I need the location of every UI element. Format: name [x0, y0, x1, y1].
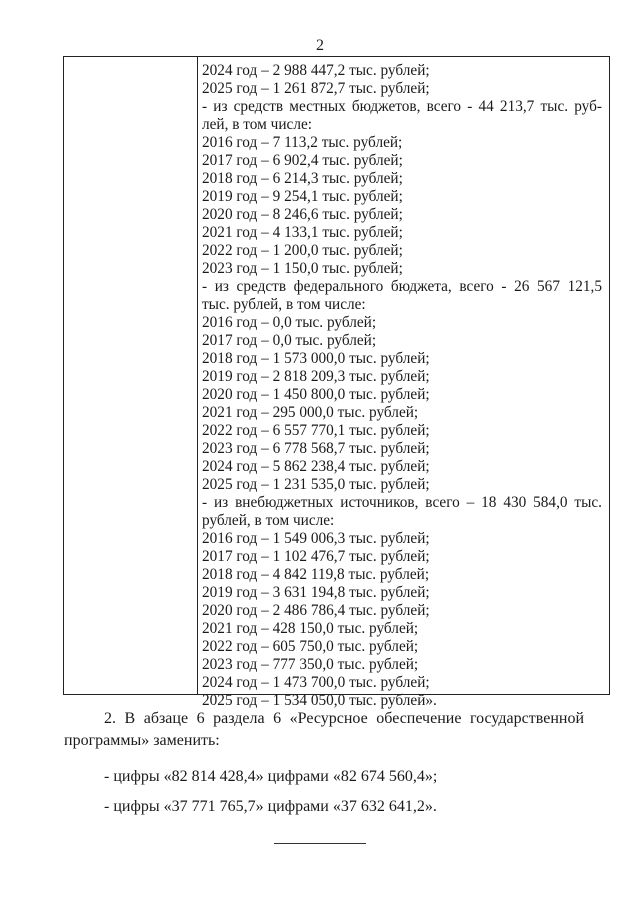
table-line: 2022 год – 605 750,0 тыс. рублей; — [202, 638, 419, 655]
table-line: 2025 год – 1 231 535,0 тыс. рублей; — [202, 476, 430, 493]
table-line: 2017 год – 6 902,4 тыс. рублей; — [202, 152, 403, 169]
table-line: 2020 год – 1 450 800,0 тыс. рублей; — [202, 386, 430, 403]
table-line: 2025 год – 1 261 872,7 тыс. рублей; — [202, 80, 430, 97]
table-column-divider — [197, 56, 198, 695]
table-line: - из средств федерального бюджета, всего - 26 567 121,5 — [202, 278, 602, 295]
table-line: 2016 год – 1 549 006,3 тыс. рублей; — [202, 530, 430, 547]
funding-table-cell — [202, 62, 602, 710]
table-line: тыс. рублей, в том числе: — [202, 296, 366, 313]
table-line: 2023 год – 1 150,0 тыс. рублей; — [202, 260, 403, 277]
table-line: 2024 год – 5 862 238,4 тыс. рублей; — [202, 458, 430, 475]
table-line: рублей, в том числе: — [202, 512, 335, 529]
table-line: 2024 год – 1 473 700,0 тыс. рублей; — [202, 674, 430, 691]
table-line: 2019 год – 9 254,1 тыс. рублей; — [202, 188, 403, 205]
table-line: лей, в том числе: — [202, 116, 312, 133]
table-line: 2018 год – 1 573 000,0 тыс. рублей; — [202, 350, 430, 367]
table-line: 2018 год – 4 842 119,8 тыс. рублей; — [202, 566, 430, 583]
table-line: 2019 год – 2 818 209,3 тыс. рублей; — [202, 368, 430, 385]
table-line: 2020 год – 2 486 786,4 тыс. рублей; — [202, 602, 430, 619]
table-line: 2023 год – 777 350,0 тыс. рублей; — [202, 656, 419, 673]
amendment-paragraph: 2. В абзаце 6 раздела 6 «Ресурсное обеспечение государственной программы» заменить: — [64, 710, 584, 749]
table-line: 2022 год – 1 200,0 тыс. рублей; — [202, 242, 403, 259]
table-line: 2018 год – 6 214,3 тыс. рублей; — [202, 170, 403, 187]
end-separator-line — [274, 843, 366, 844]
table-line: 2016 год – 0,0 тыс. рублей; — [202, 314, 377, 331]
amendment-item-2: - цифры «37 771 765,7» цифрами «37 632 641,2». — [104, 798, 437, 815]
table-line: 2021 год – 4 133,1 тыс. рублей; — [202, 224, 403, 241]
table-line: - из средств местных бюджетов, всего - 44 213,7 тыс. руб- — [202, 98, 602, 115]
amendment-item-1: - цифры «82 814 428,4» цифрами «82 674 560,4»; — [104, 768, 438, 785]
table-line: 2025 год – 1 534 050,0 тыс. рублей». — [202, 692, 437, 709]
table-line: 2021 год – 428 150,0 тыс. рублей; — [202, 620, 419, 637]
table-line: - из внебюджетных источников, всего – 18 430 584,0 тыс. — [202, 494, 602, 511]
table-line: 2016 год – 7 113,2 тыс. рублей; — [202, 134, 403, 151]
table-line: 2021 год – 295 000,0 тыс. рублей; — [202, 404, 419, 421]
table-line: 2022 год – 6 557 770,1 тыс. рублей; — [202, 422, 430, 439]
page-number: 2 — [316, 37, 324, 54]
table-line: 2024 год – 2 988 447,2 тыс. рублей; — [202, 62, 430, 79]
table-line: 2017 год – 1 102 476,7 тыс. рублей; — [202, 548, 430, 565]
table-line: 2020 год – 8 246,6 тыс. рублей; — [202, 206, 403, 223]
table-line: 2019 год – 3 631 194,8 тыс. рублей; — [202, 584, 430, 601]
table-line: 2017 год – 0,0 тыс. рублей; — [202, 332, 377, 349]
table-line: 2023 год – 6 778 568,7 тыс. рублей; — [202, 440, 430, 457]
